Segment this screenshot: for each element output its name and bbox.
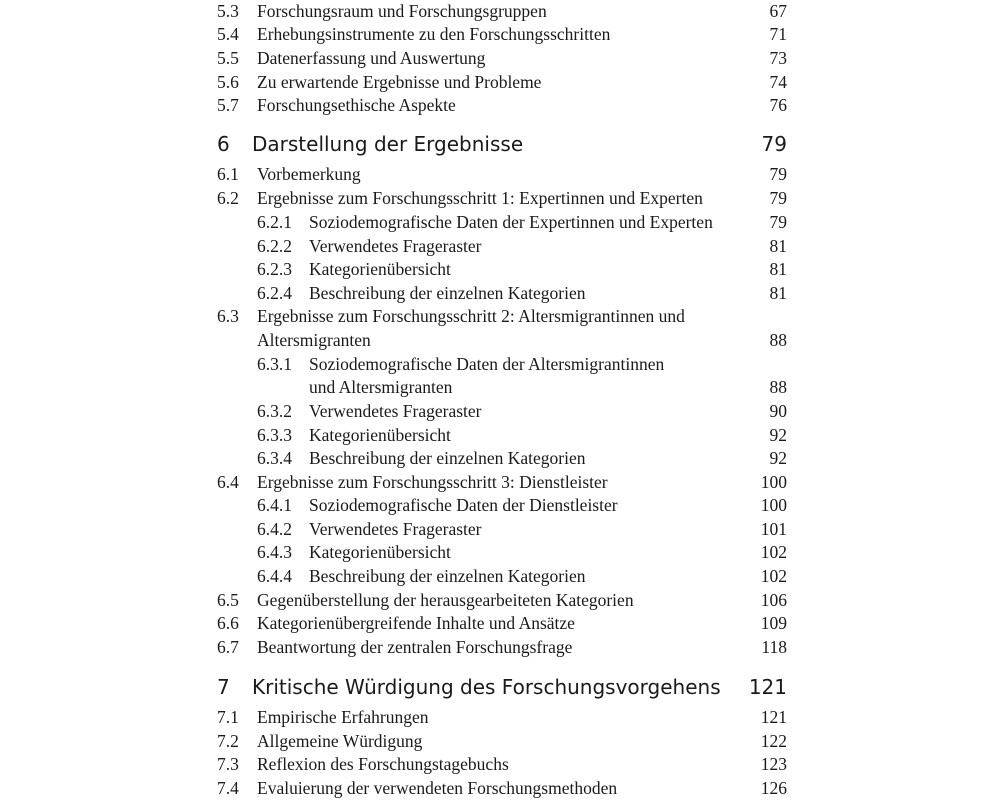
entry-page: 102	[760, 566, 787, 586]
entry-page: 79	[769, 164, 787, 184]
entry-page: 67	[769, 1, 787, 21]
entry-title: Beschreibung der einzelnen Kategorien	[309, 566, 586, 586]
entry-title: Zu erwartende Ergebnisse und Probleme	[257, 72, 542, 92]
entry-title: Soziodemografische Daten der Altersmigrantinnen	[309, 354, 665, 374]
entry-page: 71	[769, 24, 787, 44]
entry-title: Evaluierung der verwendeten Forschungsmethoden	[257, 778, 618, 798]
entry-title: Forschungsethische Aspekte	[257, 95, 456, 115]
entry-page: 81	[769, 283, 787, 303]
entry-page: 102	[760, 542, 787, 562]
entry-page: 88	[769, 377, 787, 397]
entry-title: Kategorienübersicht	[309, 542, 451, 562]
entry-title: Kategorienübergreifende Inhalte und Ansätze	[257, 613, 575, 633]
entry-page: 73	[769, 48, 787, 68]
entry-title: Beschreibung der einzelnen Kategorien	[309, 283, 586, 303]
entry-page: 81	[769, 236, 787, 256]
entry-title: Ergebnisse zum Forschungsschritt 2: Altersmigrantinnen und	[257, 306, 685, 326]
entry-title: Reflexion des Forschungstagebuchs	[257, 754, 509, 774]
entry-title: Kategorienübersicht	[309, 425, 451, 445]
entry-page: 74	[769, 72, 787, 92]
entry-number: 5.3	[217, 1, 239, 21]
entry-number: 6.4.3	[257, 542, 292, 562]
entry-number: 5.6	[217, 72, 239, 92]
entry-title: Beantwortung der zentralen Forschungsfrage	[257, 637, 573, 657]
entry-number: 6.2.2	[257, 236, 292, 256]
entry-number: 5.7	[217, 95, 239, 115]
entry-page: 92	[769, 448, 787, 468]
entry-page: 123	[760, 754, 787, 774]
entry-number: 7.3	[217, 754, 239, 774]
entry-number: 6.2.3	[257, 259, 292, 279]
entry-number: 7.1	[217, 707, 239, 727]
entry-number: 6.5	[217, 590, 239, 610]
entry-number: 6.2.1	[257, 212, 292, 232]
entry-number: 6.3.4	[257, 448, 292, 468]
entry-number: 6.2	[217, 188, 239, 208]
entry-page: 76	[769, 95, 787, 115]
entry-title: Forschungsraum und Forschungsgruppen	[257, 1, 547, 21]
entry-page: 79	[769, 212, 787, 232]
entry-number: 6.4.2	[257, 519, 292, 539]
entry-title: Verwendetes Frageraster	[309, 236, 482, 256]
chapter-title: Kritische Würdigung des Forschungsvorgehens	[252, 675, 721, 699]
entry-title: Verwendetes Frageraster	[309, 519, 482, 539]
entry-page: 100	[760, 495, 787, 515]
entry-page: 81	[769, 259, 787, 279]
chapter-page: 121	[748, 675, 787, 699]
chapter-title: Darstellung der Ergebnisse	[252, 132, 524, 156]
entry-page: 106	[760, 590, 787, 610]
entry-number: 5.5	[217, 48, 239, 68]
entry-number: 6.3.2	[257, 401, 292, 421]
entry-number: 6.1	[217, 164, 239, 184]
entry-title: Soziodemografische Daten der Dienstleister	[309, 495, 618, 515]
entry-title: Gegenüberstellung der herausgearbeiteten Kategorien	[257, 590, 634, 610]
entry-number: 5.4	[217, 24, 239, 44]
entry-title: Datenerfassung und Auswertung	[257, 48, 486, 68]
entry-page: 122	[760, 731, 787, 751]
chapter-number: 7	[217, 675, 230, 699]
entry-number: 6.3	[217, 306, 239, 326]
entry-page: 109	[760, 613, 787, 633]
entry-page: 92	[769, 425, 787, 445]
entry-title: Erhebungsinstrumente zu den Forschungsschritten	[257, 24, 611, 44]
entry-page: 90	[769, 401, 787, 421]
entry-title: Verwendetes Frageraster	[309, 401, 482, 421]
chapter-page: 79	[761, 132, 787, 156]
entry-number: 7.4	[217, 778, 239, 798]
entry-number: 6.4	[217, 472, 239, 492]
chapter-number: 6	[217, 132, 230, 156]
entry-title: Allgemeine Würdigung	[257, 731, 423, 751]
entry-number: 6.2.4	[257, 283, 292, 303]
entry-title: Ergebnisse zum Forschungsschritt 1: Expertinnen und Experten	[257, 188, 703, 208]
entry-page: 118	[761, 637, 787, 657]
entry-title: Empirische Erfahrungen	[257, 707, 429, 727]
entry-number: 6.7	[217, 637, 239, 657]
entry-page: 121	[760, 707, 787, 727]
entry-number: 6.3.3	[257, 425, 292, 445]
entry-title-continued: Altersmigranten	[257, 330, 371, 350]
entry-title: Ergebnisse zum Forschungsschritt 3: Dienstleister	[257, 472, 608, 492]
entry-number: 6.4.4	[257, 566, 292, 586]
entry-title-continued: und Altersmigranten	[309, 377, 453, 397]
entry-title: Kategorienübersicht	[309, 259, 451, 279]
entry-title: Beschreibung der einzelnen Kategorien	[309, 448, 586, 468]
entry-title: Soziodemografische Daten der Expertinnen und Experten	[309, 212, 713, 232]
entry-title: Vorbemerkung	[257, 164, 361, 184]
entry-number: 6.4.1	[257, 495, 292, 515]
entry-number: 6.3.1	[257, 354, 292, 374]
entry-page: 79	[769, 188, 787, 208]
entry-page: 100	[760, 472, 787, 492]
entry-number: 6.6	[217, 613, 239, 633]
entry-page: 126	[760, 778, 787, 798]
entry-page: 101	[760, 519, 787, 539]
entry-number: 7.2	[217, 731, 239, 751]
entry-page: 88	[769, 330, 787, 350]
